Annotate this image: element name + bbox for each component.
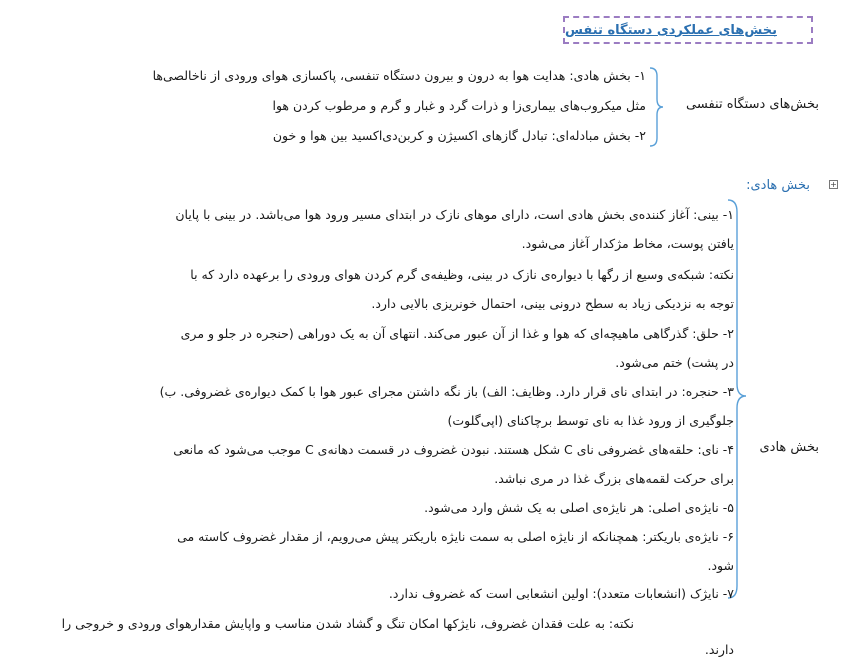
section2-line-9: ۴- نای: حلقه‌های غضروفی نای C شکل هستند. نبودن غضروف در قسمت دهانه‌ی C موجب می‌شود که مانعی [173,442,734,457]
section2-line-11: ۵- نایژه‌ی اصلی: هر نایژه‌ی اصلی به یک شش وارد می‌شود. [424,500,734,515]
section1-line-1: ۱- بخش هادی: هدایت هوا به درون و بیرون دستگاه تنفسی، پاکسازی هوای ورودی از ناخالصی‌ها [152,68,646,83]
page-title: بخش‌های عملکردی دستگاه تنفس [565,22,777,38]
section2-heading: بخش هادی: [746,178,810,193]
section2-line-2: یافتن پوست، مخاط مژکدار آغاز می‌شود. [521,236,734,251]
section2-line-4: توجه به نزدیکی زیاد به سطح درونی بینی، احتمال خونریزی بالایی دارد. [371,296,734,311]
section2-line-3: نکته: شبکه‌ی وسیع از رگها با دیواره‌ی نازک در بینی، وظیفه‌ی گرم کردن هوای ورودی را برعهده دارد که با [190,267,734,282]
section2-line-5: ۲- حلق: گذرگاهی ماهیچه‌ای که هوا و غذا از آن عبور می‌کند. انتهای آن به یک دوراهی (حنجره در جلو و مری [180,326,734,341]
section2-line-10: برای حرکت لقمه‌های بزرگ غذا در مری نباشد. [494,471,734,486]
section2-line-7: ۳- حنجره: در ابتدای نای قرار دارد. وظایف: الف) باز نگه داشتن مجرای عبور هوا با کمک دیواره‌ی غضروفی. ب) [159,384,734,399]
section2-line-6: در پشت) ختم می‌شود. [615,355,734,370]
section1-label: بخش‌های دستگاه تنفسی [686,97,819,112]
section1-line-2: مثل میکروب‌های بیماری‌زا و ذرات گرد و غبار و گرم و مرطوب کردن هوا [272,98,646,113]
section2-line-8: جلوگیری از ورود غذا به نای توسط برچاکنای (اپی‌گلوت) [447,413,734,428]
section2-line-14: ۷- نایژک (انشعابات متعدد): اولین انشعابی است که غضروف ندارد. [388,586,734,601]
title-box [563,16,813,44]
section1-line-3: ۲- بخش مبادله‌ای: تبادل گازهای اکسیژن و کربن‌دی‌اکسید بین هوا و خون [272,128,646,143]
section2-label: بخش هادی [759,440,819,455]
section1-brace [648,66,664,148]
note-line-2: دارند. [704,642,734,657]
section2-line-1: ۱- بینی: آغاز کننده‌ی بخش هادی است، دارای موهای نازک در ابتدای مسیر ورود هوا می‌باشد. در بینی با پایان [175,207,734,222]
section2-line-12: ۶- نایژه‌ی باریکتر: همچنانکه از نایژه اصلی به سمت نایژه باریکتر پیش می‌رویم، از مقدار غضروف کاسته می [177,529,734,544]
note-line-1: نکته: به علت فقدان غضروف، نایژکها امکان تنگ و گشاد شدن مناسب و واپایش مقدارهوای ورودی و خروجی را [61,616,634,631]
section2-line-13: شود. [707,558,734,573]
move-handle-icon: + [830,180,837,189]
